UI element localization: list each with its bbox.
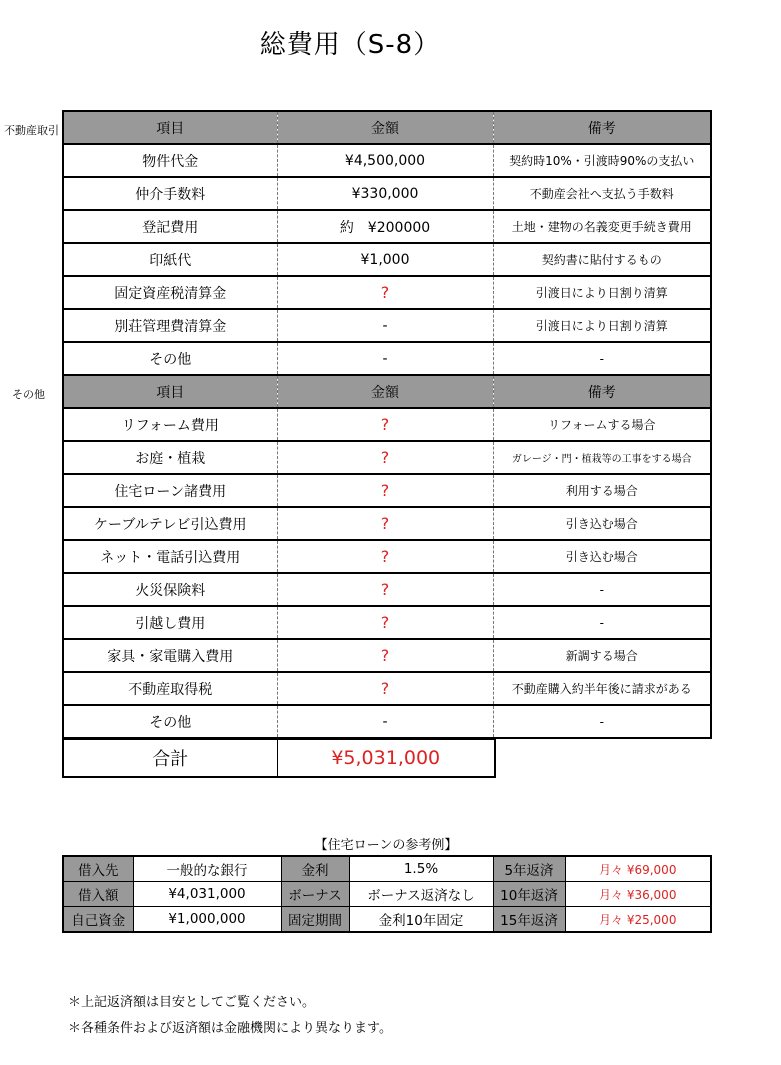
row-item: その他 [63, 342, 277, 375]
total-row [63, 739, 495, 777]
table-row [63, 144, 711, 177]
loan-section-title: 【住宅ローンの参考例】 [314, 838, 458, 853]
row-amount: - [277, 705, 493, 738]
loan-monthly-15: 月々 ¥25,000 [565, 907, 711, 933]
loan-value-fixed-period: 金利10年固定 [349, 907, 493, 933]
loan-value-lender: 一般的な銀行 [133, 856, 281, 882]
table-row [63, 705, 711, 738]
cost-table [62, 110, 712, 739]
row-note: 新調する場合 [493, 639, 711, 672]
row-amount: 約 ¥200000 [277, 210, 493, 243]
row-item: お庭・植栽 [63, 441, 277, 474]
loan-monthly-10: 月々 ¥36,000 [565, 882, 711, 907]
header-item: 項目 [63, 375, 277, 408]
row-amount-unknown: ? [277, 573, 493, 606]
row-item: 不動産取得税 [63, 672, 277, 705]
row-amount-unknown: ? [277, 276, 493, 309]
loan-label-rate: 金利 [281, 856, 349, 882]
table-row [63, 606, 711, 639]
row-note: 不動産購入約半年後に請求がある [493, 672, 711, 705]
row-note: 不動産会社へ支払う手数料 [493, 177, 711, 210]
row-amount: - [277, 342, 493, 375]
row-note: - [493, 705, 711, 738]
table-row [63, 540, 711, 573]
header-amount: 金額 [277, 375, 493, 408]
row-note: - [493, 573, 711, 606]
row-item: その他 [63, 705, 277, 738]
page-title: 総費用（S-8） [259, 30, 441, 60]
row-item: 引越し費用 [63, 606, 277, 639]
loan-value-rate: 1.5% [349, 856, 493, 882]
row-amount-unknown: ? [277, 606, 493, 639]
header-amount: 金額 [277, 111, 493, 144]
loan-row [63, 856, 711, 882]
row-amount-unknown: ? [277, 639, 493, 672]
row-amount: ¥4,500,000 [277, 144, 493, 177]
row-item: リフォーム費用 [63, 408, 277, 441]
table-row [63, 441, 711, 474]
total-value: ¥5,031,000 [331, 747, 441, 769]
loan-row [63, 907, 711, 933]
table-row [63, 309, 711, 342]
row-item: 登記費用 [63, 210, 277, 243]
table-row [63, 210, 711, 243]
loan-table [62, 855, 712, 933]
row-item: 住宅ローン諸費用 [63, 474, 277, 507]
footnote: ＊上記返済額は目安としてご覧ください。 [68, 995, 316, 1010]
row-note: - [493, 342, 711, 375]
table-row [63, 507, 711, 540]
row-item: 物件代金 [63, 144, 277, 177]
row-amount-unknown: ? [277, 540, 493, 573]
total-label: 合計 [63, 739, 277, 777]
row-note: 引き込む場合 [493, 540, 711, 573]
loan-value-amount: ¥4,031,000 [133, 882, 281, 907]
row-item: 固定資産税清算金 [63, 276, 277, 309]
row-note: リフォームする場合 [493, 408, 711, 441]
row-note: 利用する場合 [493, 474, 711, 507]
row-amount: ¥330,000 [277, 177, 493, 210]
table-row [63, 672, 711, 705]
row-item: 仲介手数料 [63, 177, 277, 210]
row-note: 引き込む場合 [493, 507, 711, 540]
table-row [63, 243, 711, 276]
row-item: 別荘管理費清算金 [63, 309, 277, 342]
header-note: 備考 [493, 111, 711, 144]
loan-value-bonus: ボーナス返済なし [349, 882, 493, 907]
row-item: 印紙代 [63, 243, 277, 276]
loan-label-bonus: ボーナス [281, 882, 349, 907]
row-note: ガレージ・門・植栽等の工事をする場合 [493, 441, 711, 474]
row-note: 引渡日により日割り清算 [493, 276, 711, 309]
loan-label-term-15: 15年返済 [493, 907, 565, 933]
table-row [63, 573, 711, 606]
table-row [63, 474, 711, 507]
table-row [63, 342, 711, 375]
table-header-row [63, 375, 711, 408]
table-row [63, 276, 711, 309]
table-row [63, 177, 711, 210]
row-amount-unknown: ? [277, 408, 493, 441]
row-item: ケーブルテレビ引込費用 [63, 507, 277, 540]
loan-monthly-5: 月々 ¥69,000 [565, 856, 711, 882]
table-header-row [63, 111, 711, 144]
footnotes [68, 990, 392, 1042]
loan-label-fixed-period: 固定期間 [281, 907, 349, 933]
row-amount-unknown: ? [277, 507, 493, 540]
row-item: 火災保険料 [63, 573, 277, 606]
row-amount: - [277, 309, 493, 342]
loan-label-amount: 借入額 [63, 882, 133, 907]
table-row [63, 408, 711, 441]
table-row [63, 639, 711, 672]
row-note: 契約時10%・引渡時90%の支払い [493, 144, 711, 177]
loan-label-term-10: 10年返済 [493, 882, 565, 907]
row-note: 引渡日により日割り清算 [493, 309, 711, 342]
loan-row [63, 882, 711, 907]
row-amount-unknown: ? [277, 672, 493, 705]
section-label-real-estate: 不動産取引 [4, 124, 59, 137]
loan-value-own-funds: ¥1,000,000 [133, 907, 281, 933]
footnote: ＊各種条件および返済額は金融機関により異なります。 [68, 1021, 392, 1036]
header-item: 項目 [63, 111, 277, 144]
row-note: - [493, 606, 711, 639]
row-note: 契約書に貼付するもの [493, 243, 711, 276]
row-item: 家具・家電購入費用 [63, 639, 277, 672]
section-label-other: その他 [12, 388, 45, 401]
row-note: 土地・建物の名義変更手続き費用 [493, 210, 711, 243]
total-table [62, 738, 496, 778]
row-item: ネット・電話引込費用 [63, 540, 277, 573]
loan-label-lender: 借入先 [63, 856, 133, 882]
header-note: 備考 [493, 375, 711, 408]
loan-label-own-funds: 自己資金 [63, 907, 133, 933]
loan-label-term-5: 5年返済 [493, 856, 565, 882]
row-amount-unknown: ? [277, 441, 493, 474]
row-amount-unknown: ? [277, 474, 493, 507]
row-amount: ¥1,000 [277, 243, 493, 276]
